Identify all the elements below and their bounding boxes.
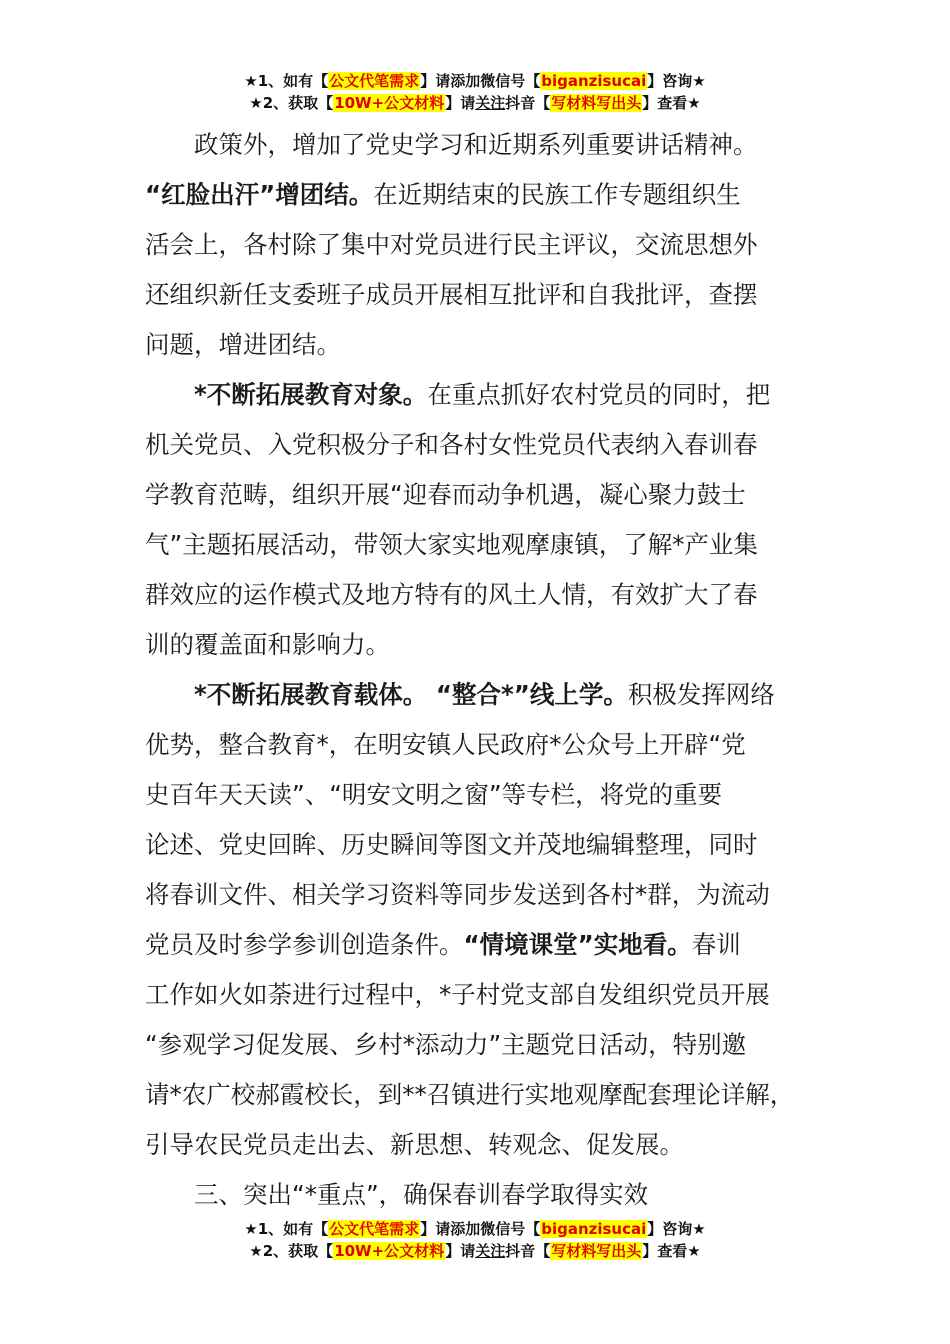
text-line: *不断拓展教育载体。 “整合*”线上学。积极发挥网络 xyxy=(194,680,775,709)
banner-highlight: 公文代笔需求 xyxy=(329,72,420,90)
banner-underline: 关注 xyxy=(475,1242,506,1260)
bottom-banner xyxy=(0,1218,950,1262)
text-line: “参观学习促发展、乡村*添动力”主题党日活动，特别邀 xyxy=(145,1030,747,1059)
text-line: 问题，增进团结。 xyxy=(145,330,341,359)
text-line: 将春训文件、相关学习资料等同步发送到各村*群，为流动 xyxy=(145,880,770,909)
bold-heading: “红脸出汗”增团结。 xyxy=(145,180,374,209)
bold-heading: *不断拓展教育对象。 xyxy=(194,380,428,409)
banner-line-1 xyxy=(0,1218,950,1240)
banner-underline: 关注 xyxy=(475,94,506,112)
text-line: 引导农民党员走出去、新思想、转观念、促发展。 xyxy=(145,1130,684,1159)
text-line: 训的覆盖面和影响力。 xyxy=(145,630,390,659)
bold-heading: *不断拓展教育载体。 “整合*”线上学。 xyxy=(194,680,628,709)
banner-highlight: 公文代笔需求 xyxy=(329,1220,420,1238)
text-line: 活会上，各村除了集中对党员进行民主评议，交流思想外 xyxy=(145,230,758,259)
banner-text: 抖音【 xyxy=(505,1242,551,1260)
text-line: 群效应的运作模式及地方特有的风土人情，有效扩大了春 xyxy=(145,580,758,609)
text-line: “红脸出汗”增团结。在近期结束的民族工作专题组织生 xyxy=(145,180,741,209)
banner-line-2 xyxy=(0,92,950,114)
banner-line-2 xyxy=(0,1240,950,1262)
banner-text: ★1、如有【 xyxy=(244,1220,329,1238)
bold-heading: “情境课堂”实地看。 xyxy=(463,930,692,959)
banner-text: 】请添加微信号【 xyxy=(420,72,541,90)
text-line: 党员及时参学参训创造条件。“情境课堂”实地看。春训 xyxy=(145,930,741,959)
text-line: 学教育范畴，组织开展“迎春而动争机遇，凝心聚力鼓士 xyxy=(145,480,746,509)
text-line: 请*农广校郝霞校长，到**召镇进行实地观摩配套理论详解， xyxy=(145,1080,795,1109)
section-heading: 三、突出“*重点”，确保春训春学取得实效 xyxy=(194,1180,649,1209)
text-line: 气”主题拓展活动，带领大家实地观摩康镇，了解*产业集 xyxy=(145,530,758,559)
banner-text: 】咨询★ xyxy=(647,1220,706,1238)
banner-text: 】查看★ xyxy=(642,1242,701,1260)
banner-text: 】查看★ xyxy=(642,94,701,112)
text-line: 机关党员、入党积极分子和各村女性党员代表纳入春训春 xyxy=(145,430,758,459)
banner-text: 】请添加微信号【 xyxy=(420,1220,541,1238)
banner-text: ★1、如有【 xyxy=(244,72,329,90)
banner-text: 】请 xyxy=(445,1242,476,1260)
top-banner xyxy=(0,70,950,114)
text-line: 政策外，增加了党史学习和近期系列重要讲话精神。 xyxy=(194,130,758,159)
banner-text: 】咨询★ xyxy=(647,72,706,90)
douyin-id-highlight: 写材料写出头 xyxy=(551,94,642,112)
banner-text: ★2、获取【 xyxy=(249,1242,334,1260)
banner-highlight: 10W+公文材料 xyxy=(334,1242,445,1260)
banner-line-1 xyxy=(0,70,950,92)
text-line: 史百年天天读”、“明安文明之窗”等专栏，将党的重要 xyxy=(145,780,723,809)
banner-text: 抖音【 xyxy=(505,94,551,112)
text-line: 工作如火如荼进行过程中，*子村党支部自发组织党员开展 xyxy=(145,980,770,1009)
banner-text: ★2、获取【 xyxy=(249,94,334,112)
text-line: 优势，整合教育*，在明安镇人民政府*公众号上开辟“党 xyxy=(145,730,746,759)
text-line: 还组织新任支委班子成员开展相互批评和自我批评，查摆 xyxy=(145,280,758,309)
text-line: 论述、党史回眸、历史瞬间等图文并茂地编辑整理，同时 xyxy=(145,830,758,859)
text-line: *不断拓展教育对象。在重点抓好农村党员的同时，把 xyxy=(194,380,771,409)
wechat-id-highlight: biganzisucai xyxy=(541,1220,647,1238)
banner-text: 】请 xyxy=(445,94,476,112)
banner-highlight: 10W+公文材料 xyxy=(334,94,445,112)
douyin-id-highlight: 写材料写出头 xyxy=(551,1242,642,1260)
wechat-id-highlight: biganzisucai xyxy=(541,72,647,90)
